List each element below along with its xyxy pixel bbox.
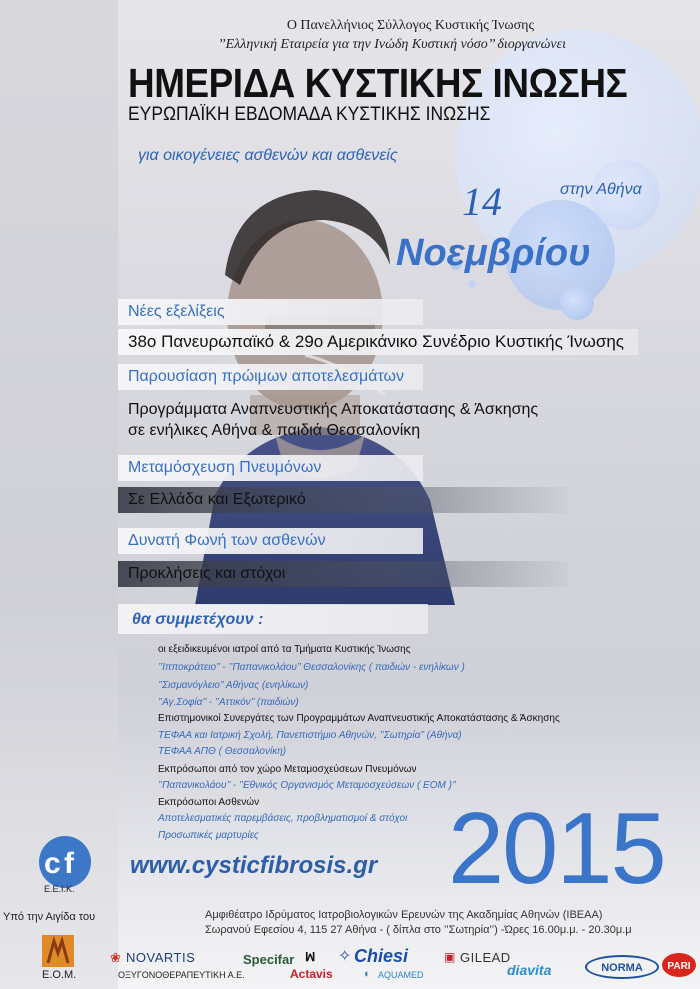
participants-line-8: Εκπρόσωποι από τον χώρο Μεταμοσχεύσεων Πνευμόνων bbox=[158, 764, 417, 775]
program-heading-2-text: Παρουσίαση πρώιμων αποτελεσμάτων bbox=[128, 368, 405, 385]
program-text-2-line-1: Προγράμματα Αναπνευστικής Αποκατάστασης & Άσκησης bbox=[128, 401, 539, 418]
aegis-text: Υπό την Αιγίδα του bbox=[3, 911, 96, 923]
program-text-3-text: Σε Ελλάδα και Εξωτερικό bbox=[128, 491, 306, 508]
participants-line-12: Προσωπικές μαρτυρίες bbox=[158, 830, 259, 841]
event-subtitle: ΕΥΡΩΠΑΪΚΗ ΕΒΔΟΜΑΔΑ ΚΥΣΤΙΚΗΣ ΙΝΩΣΗΣ bbox=[128, 104, 491, 125]
organizer-line-1: Ο Πανελλήνιος Σύλλογος Κυστικής Ίνωσης bbox=[286, 18, 534, 33]
svg-text:f: f bbox=[64, 847, 74, 880]
norma-logo-text: NORMA bbox=[601, 962, 643, 974]
norma-logo bbox=[585, 955, 659, 979]
participants-line-4: ’’Αγ.Σοφία’’ - ’’Αττικόν’’ (παιδιών) bbox=[158, 697, 299, 708]
participants-line-1: οι εξειδικευμένοι ιατροί από τα Τμήματα Κυστικής Ίνωσης bbox=[158, 644, 411, 655]
participants-line-3: ’’Σισμανόγλειο’’ Αθήνας (ενηλίκων) bbox=[158, 680, 309, 691]
organizer-line-2: ’’Ελληνική Εταιρεία για την Ινώδη Κυστική νόσο’’ διοργανώνει bbox=[217, 37, 566, 52]
pari-logo-text: PARI bbox=[667, 961, 691, 972]
event-month: Νοεμβρίου bbox=[396, 232, 591, 274]
novartis-logo: NOVARTIS bbox=[126, 950, 196, 965]
eom-logo-text: Ε.Ο.Μ. bbox=[42, 969, 77, 981]
program-heading-1-text: Νέες εξελίξεις bbox=[128, 303, 225, 320]
participants-line-6: ΤΕΦΑΑ και Ιατρική Σχολή, Πανεπιστήμιο Αθηνών, ’’Σωτηρία’’ (Αθήνα) bbox=[158, 730, 462, 741]
program-text-2 bbox=[128, 399, 538, 441]
event-day: 14 bbox=[462, 179, 502, 224]
participants-line-5: Επιστημονικοί Συνεργάτες των Προγραμμάτων Αναπνευστικής Αποκατάστασης & Άσκησης bbox=[158, 713, 560, 724]
program-heading-1 bbox=[118, 299, 423, 325]
event-title: ΗΜΕΡΙΔΑ ΚΥΣΤΙΚΗΣ ΙΝΩΣΗΣ bbox=[128, 60, 628, 106]
participants-title: θα συμμετέχουν : bbox=[132, 611, 264, 628]
program-heading-3 bbox=[118, 455, 423, 481]
event-year: 2015 bbox=[448, 793, 665, 905]
aquamed-logo: AQUAMED bbox=[378, 970, 424, 980]
chiesi-logo-icon: ✧ bbox=[338, 948, 352, 965]
program-text-1 bbox=[118, 329, 638, 355]
bubble-small-2 bbox=[560, 286, 594, 320]
program-text-3 bbox=[118, 487, 568, 513]
program-text-4 bbox=[118, 561, 568, 587]
website-link[interactable]: www.cysticfibrosis.gr bbox=[130, 852, 378, 879]
participants-line-11: Αποτελεσματικές παρεμβάσεις, προβληματισμοί & στόχοι bbox=[158, 813, 408, 824]
aquamed-logo-icon: ◐ bbox=[364, 968, 371, 980]
participants-line-9: ’’Παπανικολάου’’ - ’’Εθνικός Οργανισμός Μεταμοσχεύσεων ( ΕΟΜ )’’ bbox=[158, 780, 457, 791]
diavita-logo: diavita bbox=[507, 962, 552, 978]
novartis-logo-icon: ❀ bbox=[110, 950, 121, 965]
gilead-logo-icon: ▣ bbox=[444, 950, 456, 964]
participants-line-7: ΤΕΦΑΑ ΑΠΘ ( Θεσσαλονίκη) bbox=[158, 746, 287, 757]
participants-line-2: ’’Ιπποκράτειο’’ - ’’Παπανικολάου’’ Θεσσαλονίκης ( παιδιών - ενηλίκων ) bbox=[158, 662, 465, 673]
actavis-logo-icon: ꟽ bbox=[305, 950, 316, 964]
program-text-2-line-2: σε ενήλικες Αθήνα & παιδιά Θεσσαλονίκη bbox=[128, 422, 421, 439]
program-text-1-text: 38ο Πανευρωπαϊκό & 29ο Αμερικάνικο Συνέδριο Κυστικής Ίνωσης bbox=[128, 332, 624, 351]
svg-text:c: c bbox=[44, 847, 61, 880]
event-city: στην Αθήνα bbox=[560, 181, 642, 198]
actavis-logo: Actavis bbox=[290, 967, 333, 981]
eom-logo-icon bbox=[42, 935, 74, 967]
audience-text: για οικογένειες ασθενών και ασθενείς bbox=[138, 147, 398, 164]
ceeik-logo-text: Ε.Ε.Ι.Κ. bbox=[44, 884, 75, 894]
participants-line-10: Εκπρόσωποι Ασθενών bbox=[158, 797, 260, 808]
program-heading-2 bbox=[118, 364, 423, 390]
venue-line-1: Αμφιθέατρο Ιδρύματος Ιατροβιολογικών Ερευνών της Ακαδημίας Αθηνών (ΙΒΕΑΑ) bbox=[205, 909, 603, 921]
venue-line-2: Σωρανού Εφεσίου 4, 115 27 Αθήνα - ( δίπλα στο ’’Σωτηρία’’) -Ώρες 16.00μ.μ. - 20.30μ.μ bbox=[205, 924, 632, 936]
program-heading-3-text: Μεταμόσχευση Πνευμόνων bbox=[128, 459, 322, 476]
chiesi-logo: Chiesi bbox=[354, 946, 409, 966]
oxygen-logo: ΟΞΥΓΟΝΟΘΕΡΑΠΕΥΤΙΚΗ Α.Ε. bbox=[118, 970, 245, 980]
pari-logo bbox=[662, 953, 696, 977]
gilead-logo: GILEAD bbox=[460, 950, 511, 965]
program-heading-4-text: Δυνατή Φωνή των ασθενών bbox=[128, 532, 326, 549]
program-heading-4 bbox=[118, 528, 423, 554]
program-text-4-text: Προκλήσεις και στόχοι bbox=[128, 565, 286, 582]
specifar-logo: Specifar bbox=[243, 952, 295, 967]
